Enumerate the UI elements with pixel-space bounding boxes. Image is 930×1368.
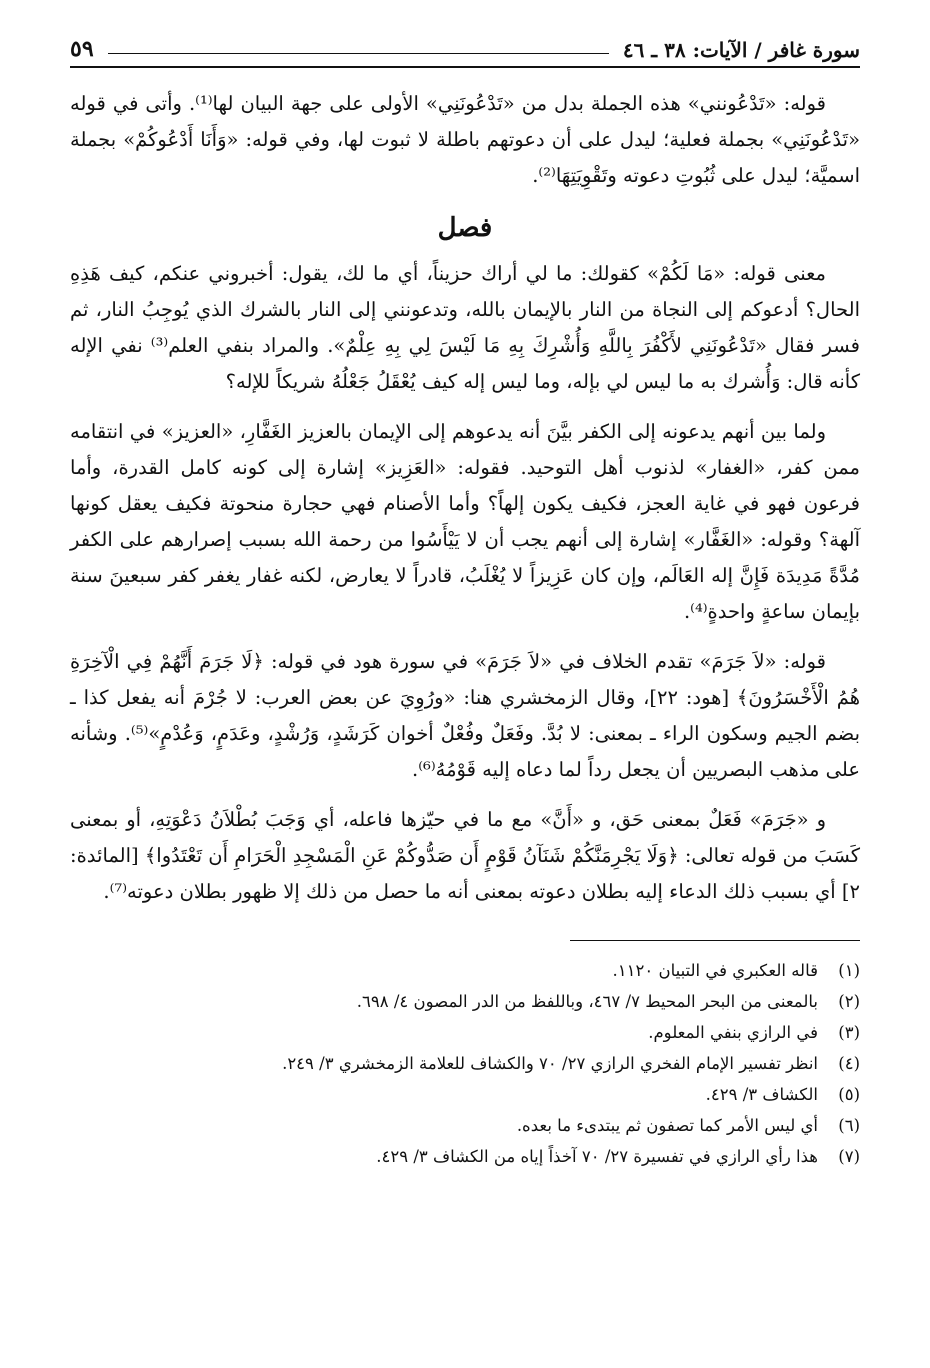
footnote-text: قاله العكبري في التبيان ١١٢٠. <box>612 961 818 980</box>
footnote-number: (٢) <box>838 992 860 1011</box>
running-title: سورة غافر / الآيات: ٣٨ ـ ٤٦ <box>622 38 860 62</box>
page-header <box>70 24 860 68</box>
footnote-number: (١) <box>838 961 860 980</box>
footnote-text: انظر تفسير الإمام الفخري الرازي ٢٧/ ٧٠ والكشاف للعلامة الزمخشري ٣/ ٢٤٩. <box>282 1054 818 1073</box>
footnote-text: في الرازي بنفي المعلوم. <box>648 1023 818 1042</box>
paragraph: قوله: «لاَ جَرَمَ» تقدم الخلاف في «لاَ جَرَمَ» في سورة هود في قوله: ﴿لَا جَرَمَ أَنَّهُمْ فِي الْآخِرَةِ هُمُ الْأَخْسَرُونَ﴾ [هود: ٢٢]، وقال الزمخشري هنا: «ورُوِيَ عن بعض العرب: لا جُرْمَ أنه يفعل كذا ـ بضم الجيم وسكون الراء ـ بمعنى: لا بُدَّ. وفَعَلٌ وفُعْلٌ أخوان كَرَشَدٍ، وَرُشْدٍ، وعَدَمٍ، وَعُدْمٍ»⁽⁵⁾. وشأنه على مذهب البصريين أن يجعل رداً لما دعاه إليه قَوْمُهُ⁽⁶⁾. <box>70 650 861 781</box>
footnote <box>70 955 860 986</box>
footnotes-list <box>70 955 860 1172</box>
footnote-number: (٧) <box>838 1147 860 1166</box>
footnote-text: أي ليس الأمر كما تصفون ثم يبتدىء ما بعده. <box>516 1116 818 1135</box>
footnote <box>70 1079 860 1110</box>
paragraph-intro: قوله: «تَدْعُونني» هذه الجملة بدل من «تَدْعُونَنِي» الأولى على جهة البيان لها⁽¹⁾. وأتى في قوله «تَدْعُونَنِي» بجملة فعلية؛ ليدل على أن دعوتهم باطلة لا ثبوت لها، وفي قوله: «وَأَنَا أَدْعُوكُمْ» بجملة اسميَّة؛ ليدل على ثُبُوتِ دعوته وتَقْوِيَتِهَا⁽²⁾. <box>70 92 860 187</box>
footnote <box>70 986 860 1017</box>
header-rule <box>108 53 609 54</box>
footnote <box>70 1110 860 1141</box>
footnote-text: بالمعنى من البحر المحيط ٧/ ٤٦٧، وباللفظ من الدر المصون ٤/ ٦٩٨. <box>356 992 818 1011</box>
section-heading: فصل <box>437 213 493 243</box>
paragraph: ولما بين أنهم يدعونه إلى الكفر بيَّنَ أنه يدعوهم إلى الإيمان بالعزيز الغَفَّارِ، «العزيز» في انتقامه ممن كفر، «الغفار» لذنوب أهل التوحيد. فقوله: «العَزِيز» إشارة إلى كونه كامل القدرة، وأما فرعون فهو في غاية العجز، فكيف يكون إلهاً؟ وأما الأصنام فهي حجارة منحوتة فكيف يعقل كونها آلهة؟ وقوله: «الغَفَّار» إشارة إلى أنهم يجب أن لا يَيْأَسُوا من رحمة الله بسبب إصرارهم على الكفر مُدَّةً مَدِيدَة فَإِنَّ إله العَالَم، وإن كان عَزِيزاً لا يُغْلَبُ، قادراً لا يعارض، لكنه غفار يغفر كفر سبعينَ سنة بإيمان ساعةٍ واحدةٍ⁽⁴⁾. <box>70 420 860 623</box>
footnote <box>70 1141 860 1172</box>
footnote <box>70 1048 860 1079</box>
footnote-text: الكشاف ٣/ ٤٢٩. <box>705 1085 818 1104</box>
page-number: ٥٩ <box>70 36 94 62</box>
page-body <box>70 86 860 1172</box>
footnote-number: (٣) <box>838 1023 860 1042</box>
footnote <box>70 1017 860 1048</box>
footnote-separator <box>570 940 860 941</box>
footnote-text: هذا رأي الرازي في تفسيرة ٢٧/ ٧٠ آخذاً إياه من الكشاف ٣/ ٤٢٩. <box>376 1147 818 1166</box>
footnote-number: (٤) <box>838 1054 860 1073</box>
paragraph: معنى قوله: «مَا لَكُمْ» كقولك: ما لي أراك حزيناً، أي ما لك، يقول: أخبروني عنكم، كيف هَذِهِ الحال؟ أدعوكم إلى النجاة من النار بالإيمان بالله، وتدعونني إلى النار بالشرك الذي يُوجِبُ النار، ثم فسر فقال «تَدْعُونَنِي لأَكْفُرَ بِاللَّهِ وَأُشْرِكَ بِهِ مَا لَيْسَ لِي بِهِ عِلْمٌ». والمراد بنفي العلم⁽³⁾ نفي الإله كأنه قال: وَأُشرك به ما ليس لي بإله، وما ليس إله كيف يُعْقَلُ جَعْلُهُ شريكاً للإله؟ <box>70 262 860 393</box>
paragraph: و «جَرَمَ» فَعَلٌ بمعنى حَق، و «أَنَّ» مع ما في حيّزها فاعله، أي وَجَبَ بُطْلاَنُ دَعْوَتِهِ، أو بمعنى كَسَبَ من قوله تعالى: ﴿وَلَا يَجْرِمَنَّكُمْ شَنَآنُ قَوْمٍ أَن صَدُّوكُمْ عَنِ الْمَسْجِدِ الْحَرَامِ أَن تَعْتَدُوا﴾ [المائدة: ٢] أي بسبب ذلك الدعاء إليه بطلان دعوته بمعنى أنه ما حصل من ذلك إلا ظهور بطلان دعوته⁽⁷⁾. <box>70 808 860 903</box>
footnote-number: (٦) <box>838 1116 860 1135</box>
footnote-number: (٥) <box>838 1085 860 1104</box>
